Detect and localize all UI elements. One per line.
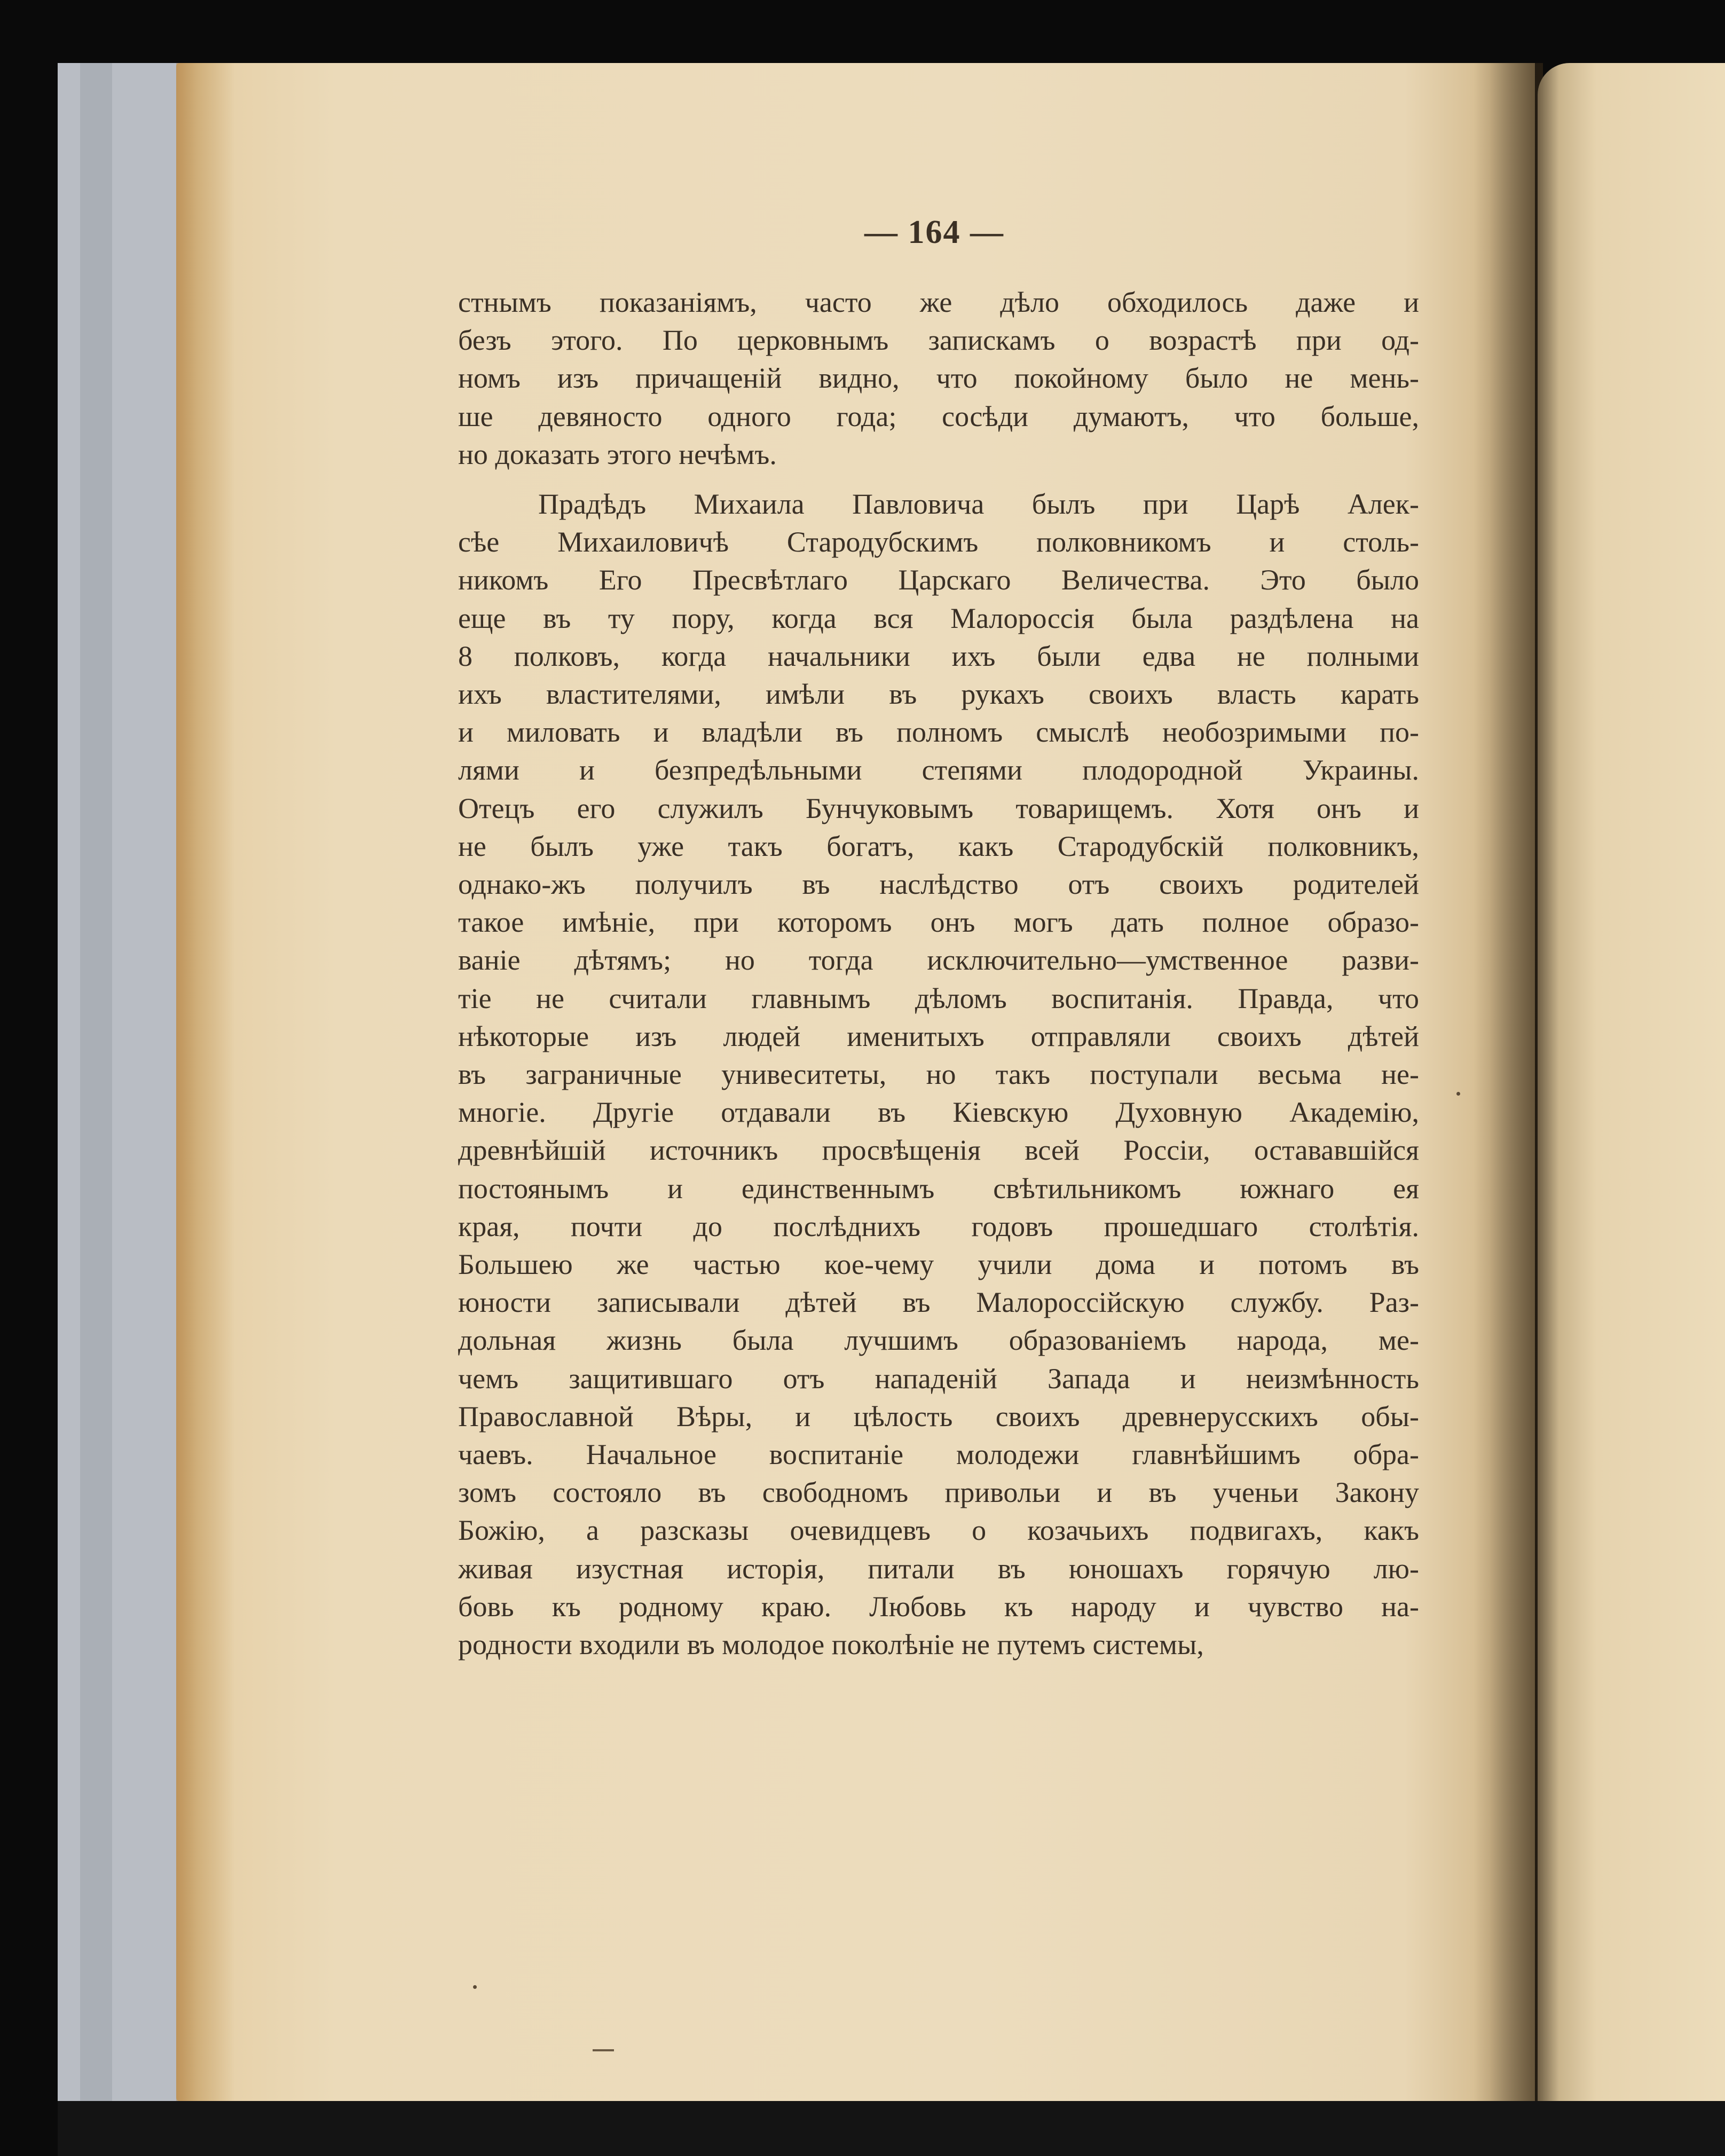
text-line: такое имѣніе, при которомъ онъ могъ дать полное образо- [458, 906, 1419, 938]
text-line: нѣкоторые изъ людей именитыхъ отправляли своихъ дѣтей [458, 1020, 1419, 1052]
page-edge-stain [176, 63, 235, 2101]
text-line: безъ этого. По церковнымъ запискамъ о возрастѣ при од- [458, 324, 1419, 356]
text-line: бовь къ родному краю. Любовь къ народу и чувство на- [458, 1591, 1419, 1623]
text-line: ихъ властителями, имѣли въ рукахъ своихъ власть карать [458, 678, 1419, 710]
text-line: родности входили въ молодое поколѣніе не путемъ системы, [458, 1628, 1204, 1661]
text-line: въ заграничные унивеситеты, но такъ поступали весьма не- [458, 1058, 1419, 1090]
text-line: дольная жизнь была лучшимъ образованіемъ народа, ме- [458, 1324, 1419, 1356]
text-line: никомъ Его Пресвѣтлаго Царскаго Величества. Это было [458, 564, 1419, 596]
text-line: юности записывали дѣтей въ Малороссійскую службу. Раз- [458, 1286, 1419, 1318]
paper-speck [473, 1985, 477, 1989]
text-line: края, почти до послѣднихъ годовъ прошедшаго столѣтія. [458, 1210, 1419, 1242]
text-line: зомъ состояло въ свободномъ привольи и въ ученьи Закону [458, 1476, 1419, 1508]
text-line: номъ изъ причащеній видно, что покойному было не мень- [458, 362, 1419, 394]
text-line: 8 полковъ, когда начальники ихъ были едва не полными [458, 640, 1419, 672]
text-line: ше девяносто одного года; сосѣди думаютъ, что больше, [458, 400, 1419, 432]
book-cover-edge [58, 63, 183, 2101]
text-line: Прадѣдъ Михаила Павловича былъ при Царѣ Алек- [538, 488, 1419, 520]
text-line: стнымъ показаніямъ, часто же дѣло обходилось даже и [458, 286, 1419, 318]
page-number: — 164 — [864, 214, 1004, 250]
text-line: однако-жъ получилъ въ наслѣдство отъ своихъ родителей [458, 868, 1419, 900]
text-line: еще въ ту пору, когда вся Малороссія была раздѣлена на [458, 602, 1419, 634]
text-line: Православной Вѣры, и цѣлость своихъ древнерусскихъ обы- [458, 1400, 1419, 1433]
text-line: Большею же частью кое-чему учили дома и потомъ въ [458, 1248, 1419, 1280]
gutter-shadow [1474, 63, 1543, 2101]
text-line: чаевъ. Начальное воспитаніе молодежи главнѣйшимъ обра- [458, 1438, 1419, 1470]
text-line: не былъ уже такъ богатъ, какъ Стародубскій полковникъ, [458, 830, 1419, 862]
text-line: постоянымъ и единственнымъ свѣтильникомъ южнаго ея [458, 1173, 1419, 1205]
text-line: чемъ защитившаго отъ нападеній Запада и неизмѣнность [458, 1363, 1419, 1395]
text-line: Божію, а разсказы очевидцевъ о козачьихъ подвигахъ, какъ [458, 1514, 1419, 1546]
bottom-shadow-strip [58, 2101, 1725, 2156]
text-line: живая изустная исторія, питали въ юношахъ горячую лю- [458, 1553, 1419, 1585]
text-line: и миловать и владѣли въ полномъ смыслѣ необозримыми по- [458, 716, 1419, 748]
text-line: тіе не считали главнымъ дѣломъ воспитанія. Правда, что [458, 982, 1419, 1014]
cover-shadow [80, 63, 112, 2101]
paper-mark [593, 2049, 614, 2051]
text-line: лями и безпредѣльными степями плодородной Украины. [458, 754, 1419, 786]
text-line: ваніе дѣтямъ; но тогда исключительно—умственное разви- [458, 944, 1419, 976]
text-line: сѣе Михаиловичѣ Стародубскимъ полковникомъ и столь- [458, 526, 1419, 558]
text-line: Отецъ его служилъ Бунчуковымъ товарищемъ. Хотя онъ и [458, 792, 1419, 824]
text-line: многіе. Другіе отдавали въ Кіевскую Духовную Академію, [458, 1096, 1419, 1128]
text-line: древнѣйшій источникъ просвѣщенія всей Россіи, остававшійся [458, 1134, 1419, 1166]
paper-speck [1456, 1092, 1460, 1096]
text-line: но доказать этого нечѣмъ. [458, 438, 777, 470]
right-page [1538, 63, 1725, 2101]
